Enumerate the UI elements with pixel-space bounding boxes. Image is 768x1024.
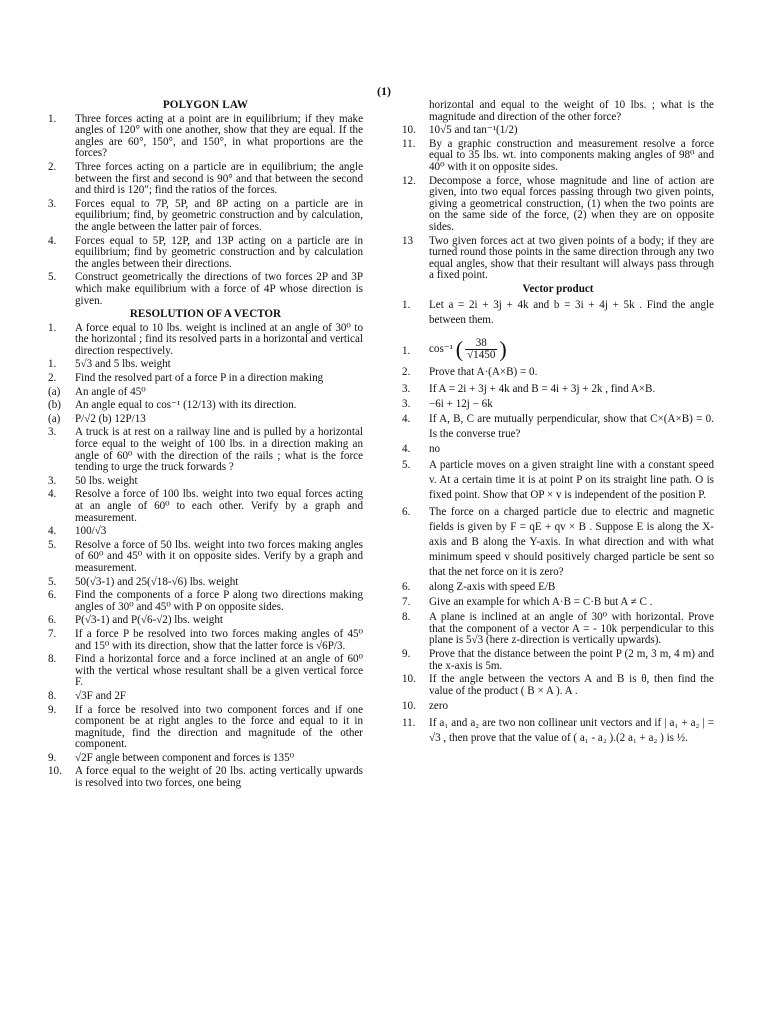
item-number: 4. xyxy=(402,413,411,426)
item-text: 10√5 and tan⁻¹(1/2) xyxy=(429,124,518,137)
item-text: If A, B, C are mutually perpendicular, show that C×(A×B) = 0. Is the converse true? xyxy=(429,413,714,441)
left-paren: ( xyxy=(455,336,464,362)
list-item xyxy=(48,476,363,488)
list-item xyxy=(402,699,714,714)
item-number: 1. xyxy=(48,321,57,334)
list-item xyxy=(402,365,714,380)
item-text: 50 lbs. weight xyxy=(75,474,138,487)
item-text: 50(√3-1) and 25(√18-√6) lbs. weight xyxy=(75,575,239,588)
list-item xyxy=(402,382,714,397)
polygon-law-heading: POLYGON LAW xyxy=(162,99,249,111)
item-number: 11. xyxy=(402,717,416,730)
resolution-list xyxy=(48,323,363,790)
item-number: 6. xyxy=(402,505,411,518)
item-text: Three forces acting at a point are in equilibrium; if they make angles of 120° with one another, show that they are equal. If the angles are 60°, 150°, and 150°, in what proportions are the forces? xyxy=(75,112,363,160)
list-item xyxy=(402,125,714,137)
fraction-numerator: 38 xyxy=(465,338,497,350)
item-number: 10. xyxy=(402,124,416,137)
item-text: Give an example for which A·B = C·B but A ≠ C . xyxy=(429,596,653,609)
item-number: 7. xyxy=(48,627,57,640)
item-text: If a force P be resolved into two forces making angles of 45⁰ and 15⁰ with its direction, show that the latter force is √6P/3. xyxy=(75,627,363,652)
list-item xyxy=(402,649,714,672)
item-number: 8. xyxy=(48,653,57,666)
list-item xyxy=(48,615,363,627)
item-number: (a) xyxy=(48,412,61,425)
list-item xyxy=(402,505,714,580)
item-number: 4. xyxy=(48,525,57,538)
item-number: 9. xyxy=(402,648,411,661)
item-text: zero xyxy=(429,700,449,713)
list-item xyxy=(402,444,714,456)
inverse-cos: cos⁻¹ xyxy=(429,342,453,355)
item-number: 12. xyxy=(402,174,416,187)
answer-fraction xyxy=(465,338,497,361)
item-number: 4. xyxy=(48,234,57,247)
list-item xyxy=(48,427,363,473)
list-item xyxy=(48,526,363,538)
list-item xyxy=(48,323,363,358)
vector-product-list xyxy=(402,365,714,747)
item-text: If a₁ and a₂ are two non collinear unit vectors and if | a₁ + a₂ | = √3 , then prove that the value of ( a₁ - a₂ ).(2 a₁ + a₂ ) is ½. xyxy=(429,717,714,745)
item-number: 5. xyxy=(48,575,57,588)
item-number: 5. xyxy=(48,271,57,284)
vector-product-heading: Vector product xyxy=(522,282,594,295)
list-item xyxy=(48,400,363,412)
list-item xyxy=(402,236,714,282)
item-number: 10. xyxy=(402,700,416,713)
list-item xyxy=(402,612,714,647)
item-number: 8. xyxy=(48,689,57,702)
list-item xyxy=(48,387,363,399)
item-text: −6i + 12j − 6k xyxy=(429,397,493,410)
item-text: Forces equal to 5P, 12P, and 13P acting on a particle are in equilibrium; find by geometric construction and by calculation the angles between their directions. xyxy=(75,234,363,270)
left-column xyxy=(48,100,363,792)
list-item xyxy=(48,373,363,385)
item-text: 5√3 and 5 lbs. weight xyxy=(75,358,171,371)
list-item xyxy=(402,139,714,174)
item-number: 2. xyxy=(48,160,57,173)
vector-answer-1 xyxy=(402,332,714,361)
item-text: along Z-axis with speed E/B xyxy=(429,580,556,593)
item-text: √2F angle between component and forces is 135⁰ xyxy=(75,751,295,764)
list-item xyxy=(48,691,363,703)
item-number: 5. xyxy=(402,458,411,471)
item-number: 4. xyxy=(48,488,57,501)
list-item xyxy=(402,458,714,503)
item-text: If the angle between the vectors A and B is θ, then find the value of the product ( B × A ). A . xyxy=(429,673,714,697)
item-number: 1. xyxy=(402,344,411,357)
item-text: Prove that the distance between the point P (2 m, 3 m, 4 m) and the x-axis is 5m. xyxy=(429,648,714,672)
list-item xyxy=(48,359,363,371)
list-item xyxy=(48,489,363,524)
item-text: P/√2 (b) 12P/13 xyxy=(75,412,146,425)
list-item xyxy=(48,590,363,613)
item-number: 3. xyxy=(48,426,57,439)
item-text: A plane is inclined at an angle of 30⁰ with horizontal. Prove that the component of a vector A = - 10k perpendicular to this plane is 5√3 (here z-direction is vertically upwards). xyxy=(429,611,714,647)
item-text: Three forces acting on a particle are in equilibrium; the angle between the first and second is 90° and that between the second and third is 120"; find the ratios of the forces. xyxy=(75,160,363,197)
list-item xyxy=(402,176,714,234)
item-number: 3. xyxy=(48,197,57,210)
item-text: If a force be resolved into two component forces and if one component be at right angles to the force and equal to it in magnitude, find the direction and magnitude of the other component. xyxy=(75,703,363,751)
item-text: A particle moves on a given straight line with a constant speed v. At a certain time it is at point P on its straight line path. O is fixed point. Show that OP × v is independent of the position P. xyxy=(429,458,714,501)
list-item xyxy=(402,674,714,697)
item-text: Decompose a force, whose magnitude and line of action are given, into two equal forces passing through two given points, giving a geometrical construction, (1) when the two points are on the same side of the force, (2) when they are on opposite sides. xyxy=(429,174,714,233)
item-text: no xyxy=(429,443,441,456)
item-text: Two given forces act at two given points of a body; if they are turned round those points in the same direction through any two equal angles, show that their resultant will always pass through a fixed point. xyxy=(429,234,714,282)
item-number: 2. xyxy=(402,365,411,378)
item-number: 3. xyxy=(402,397,411,410)
right-column xyxy=(402,100,714,748)
list-item xyxy=(48,766,363,789)
vector-question-1 xyxy=(402,298,714,328)
item-text: Find a horizontal force and a force inclined at an angle of 60⁰ with the vertical whose resultant shall be a given vertical force F. xyxy=(75,653,363,689)
item-number: 6. xyxy=(48,589,57,602)
list-item xyxy=(402,399,714,411)
item-text: A force equal to 10 lbs. weight is inclined at an angle of 30⁰ to the horizontal ; find its resolved parts in a horizontal and vertical direction respectively. xyxy=(75,321,363,357)
list-item xyxy=(48,705,363,751)
item-text: By a graphic construction and measurement resolve a force equal to 35 lbs. wt. into components making angles of 98⁰ and 40⁰ with it on opposite sides. xyxy=(429,137,714,173)
item-number: 9. xyxy=(48,703,57,716)
item-text: Resolve a force of 100 lbs. weight into two equal forces acting at an angle of 60⁰ to each other. Verify by a graph and measurement. xyxy=(75,488,363,524)
list-item xyxy=(48,162,363,197)
item-text: An angle equal to cos⁻¹ (12/13) with its direction. xyxy=(75,399,297,412)
list-item xyxy=(48,540,363,575)
item-number: 10. xyxy=(402,673,416,686)
list-item xyxy=(48,629,363,652)
list-item xyxy=(48,236,363,271)
item-number: 1. xyxy=(48,358,57,371)
right-paren: ) xyxy=(499,336,507,362)
list-item xyxy=(48,414,363,426)
list-item xyxy=(402,595,714,610)
list-item xyxy=(48,577,363,589)
list-item xyxy=(48,753,363,765)
item-number: (b) xyxy=(48,399,61,412)
item-text: A force equal to the weight of 20 lbs. acting vertically upwards is resolved into two forces, one being xyxy=(75,765,363,790)
item-text: Find the components of a force P along two directions making angles of 30⁰ and 45⁰ with P on opposite sides. xyxy=(75,589,363,613)
item-text: Resolve a force of 50 lbs. weight into two forces making angles of 60⁰ and 45⁰ with it on opposite sides. Verify by a graph and measurement. xyxy=(75,538,363,574)
item-number: 11. xyxy=(402,137,416,150)
list-item xyxy=(402,100,714,123)
list-item xyxy=(48,272,363,307)
list-item xyxy=(402,582,714,594)
list-item xyxy=(402,716,714,746)
item-text: √3F and 2F xyxy=(75,689,127,702)
item-text: A truck is at rest on a railway line and is pulled by a horizontal force equal to the weight of 100 lbs. in a direction making an angle of 60⁰ with the direction of the rails ; what is the force tending to urge the truck forwards ? xyxy=(75,426,363,474)
item-number: 5. xyxy=(48,538,57,551)
item-number: 1. xyxy=(402,298,411,311)
item-text: Forces equal to 7P, 5P, and 8P acting on a particle are in equilibrium; find, by geometric construction and by calculation, the angle between the latter pair of forces. xyxy=(75,197,363,233)
item-number: 3. xyxy=(402,382,411,395)
list-item xyxy=(48,114,363,160)
item-number: 8. xyxy=(402,611,411,624)
list-item xyxy=(48,199,363,234)
item-text: Construct geometrically the directions of two forces 2P and 3P which make equilibrium with a force of 4P whose direction is given. xyxy=(75,271,363,307)
item-number: (a) xyxy=(48,385,61,398)
resolution-continued-list xyxy=(402,100,714,282)
list-item xyxy=(402,412,714,442)
resolution-heading: RESOLUTION OF A VECTOR xyxy=(129,308,282,321)
item-number: 7. xyxy=(402,596,411,609)
item-number: 13 xyxy=(402,234,414,247)
item-number: 2. xyxy=(48,372,57,385)
item-number: 6. xyxy=(402,580,411,593)
polygon-law-list xyxy=(48,114,363,308)
item-text: Prove that A·(A×B) = 0. xyxy=(429,365,538,378)
item-text: If A = 2i + 3j + 4k and B = 4i + 3j + 2k , find A×B. xyxy=(429,382,656,395)
item-number: 1. xyxy=(48,112,57,125)
item-text: horizontal and equal to the weight of 10 lbs. ; what is the magnitude and direction of the other force? xyxy=(429,99,714,123)
page-number: (1) xyxy=(377,84,391,98)
item-text: P(√3-1) and P(√6-√2) lbs. weight xyxy=(75,614,223,627)
item-text: 100/√3 xyxy=(75,525,107,538)
item-number: 6. xyxy=(48,614,57,627)
item-number: 3. xyxy=(48,474,57,487)
item-text: Find the resolved part of a force P in a direction making xyxy=(75,372,324,385)
list-item xyxy=(48,654,363,689)
item-text: The force on a charged particle due to electric and magnetic fields is given by F = qE + qv × B . Suppose E is along the X-axis and B along the Y-axis. In what direction and with what minimum speed v should positively charged particle be sent so that the net force on it is zero? xyxy=(429,505,714,578)
item-number: 9. xyxy=(48,751,57,764)
item-number: 10. xyxy=(48,765,62,778)
item-number: 4. xyxy=(402,443,411,456)
item-text: Let a = 2i + 3j + 4k and b = 3i + 4j + 5k . Find the angle between them. xyxy=(429,298,714,326)
fraction-denominator: √1450 xyxy=(467,348,496,361)
item-text: An angle of 45⁰ xyxy=(75,385,146,398)
